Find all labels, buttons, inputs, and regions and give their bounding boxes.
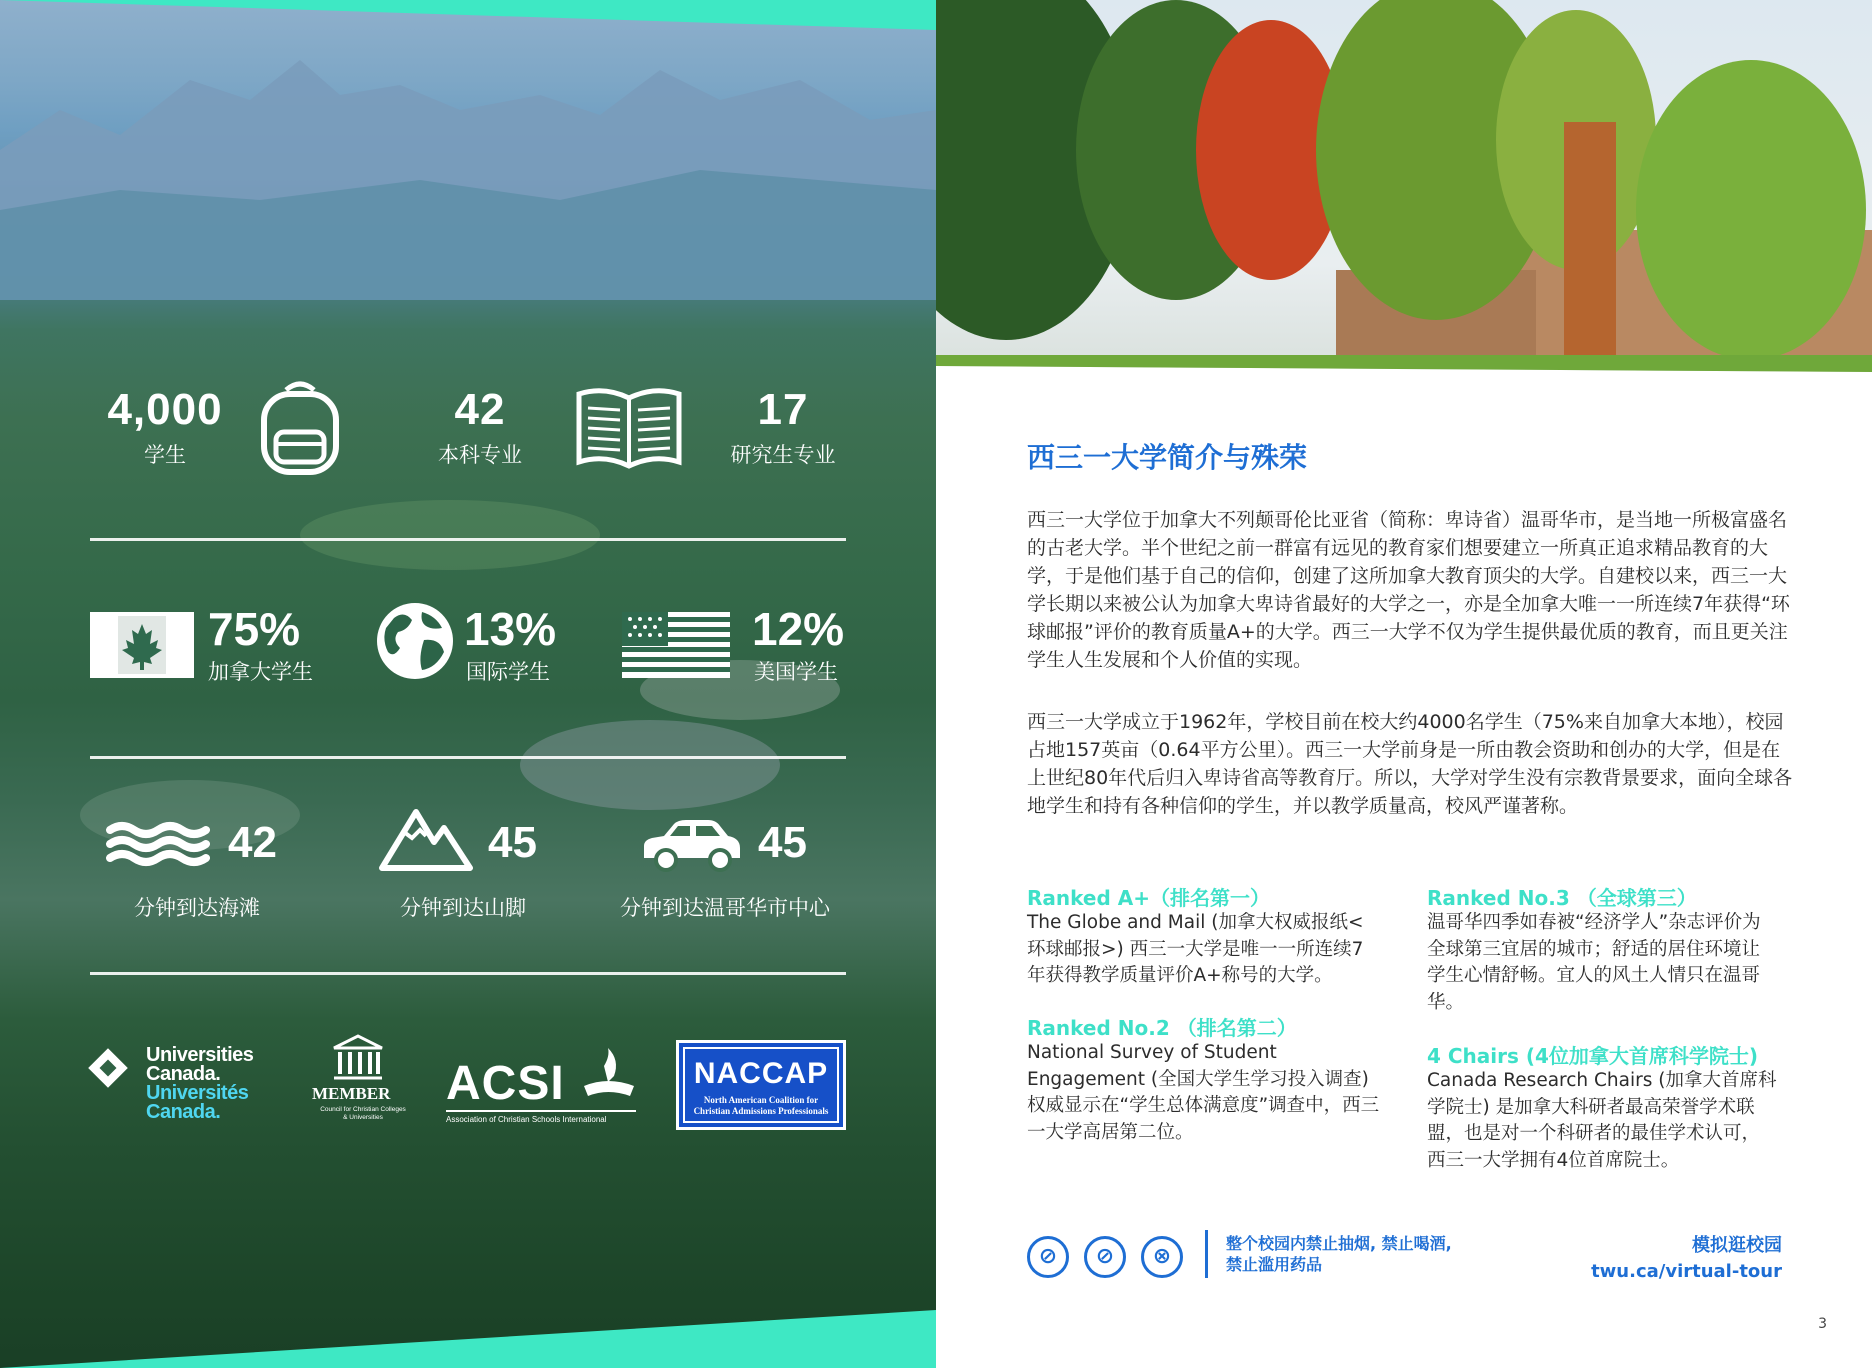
ranking-title-no3: Ranked No.3 （全球第三） — [1427, 886, 1697, 910]
ranking-title-chairs: 4 Chairs (4位加拿大首席科学院士) — [1427, 1044, 1759, 1068]
no-smoking-icon: ⊘ — [1027, 1236, 1069, 1278]
stat-beach-label: 分钟到达海滩 — [134, 896, 260, 920]
divider-line — [90, 756, 846, 759]
right-page — [936, 0, 1872, 1368]
stat-international-label: 国际学生 — [466, 660, 550, 684]
divider-line — [90, 972, 846, 975]
divider-line — [90, 538, 846, 541]
section-heading: 西三一大学简介与殊荣 — [1027, 441, 1308, 474]
tree — [1636, 60, 1866, 360]
no-drugs-icon: ⊗ — [1141, 1236, 1183, 1278]
book-flame-icon — [578, 1046, 640, 1106]
divider-line — [446, 1110, 636, 1112]
ranking-body-a-plus: The Globe and Mail (加拿大权威报纸<环球邮报>) 西三一大学是唯一一所连续7年获得教学质量评价A+称号的大学。 — [1027, 912, 1364, 986]
stat-vancouver-label: 分钟到达温哥华市中心 — [620, 896, 830, 920]
logo-text-line: Canada. — [146, 1063, 221, 1085]
stat-mountain-minutes: 45 — [488, 818, 537, 867]
campus-photo — [936, 0, 1872, 440]
ranking-title-a-plus: Ranked A+（排名第一） — [1027, 886, 1270, 910]
stat-canadian-percent: 75% — [208, 603, 301, 655]
naccap-logo — [676, 1040, 846, 1130]
page-number: 3 — [1818, 1316, 1827, 1332]
mountain-range-illustration — [0, 40, 936, 300]
stat-students — [90, 385, 240, 469]
stat-undergrad-number: 42 — [454, 385, 506, 434]
campus-rules-line: 整个校园内禁止抽烟, 禁止喝酒, — [1226, 1234, 1452, 1253]
stat-grad-label: 研究生专业 — [730, 443, 836, 467]
member-text: MEMBER — [312, 1084, 391, 1103]
ranking-body-no2: National Survey of Student Engagement (全国大学生学习投入调查) 权威显示在“学生总体满意度”调查中，西三一大学高居第二位。 — [1027, 1042, 1380, 1143]
naccap-subtext: North American Coalition for Christian Admissions Professionals — [693, 1095, 829, 1116]
naccap-text: NACCAP — [693, 1057, 829, 1090]
logo-text-line: Universités — [146, 1082, 249, 1104]
stat-undergrad-programs — [420, 385, 540, 469]
ranking-body-chairs: Canada Research Chairs (加拿大首席科学院士) 是加拿大科研者最高荣誉学术联盟，也是对一个科研者的最佳学术认可，西三一大学拥有4位首席院士。 — [1427, 1070, 1777, 1171]
footer-divider — [1205, 1230, 1208, 1278]
canada-flag-icon — [90, 612, 194, 678]
logo-text-line: Universities — [146, 1044, 254, 1066]
car-icon — [640, 818, 744, 874]
acsi-text: ACSI — [446, 1057, 565, 1110]
usa-flag-icon — [622, 612, 730, 678]
stat-canadian-label: 加拿大学生 — [208, 660, 313, 684]
stat-students-label: 学生 — [144, 443, 186, 467]
virtual-tour-url[interactable]: twu.ca/virtual-tour — [1591, 1261, 1782, 1282]
columns-building-icon — [330, 1034, 386, 1082]
backpack-icon — [258, 380, 342, 476]
intro-paragraph-1: 西三一大学位于加拿大不列颠哥伦比亚省（简称：卑诗省）温哥华市，是当地一所极富盛名的古老大学。半个世纪之前一群富有远见的教育家们想要建立一所真正追求精品教育的大学，于是他们基于自己的信仰，创建了这所加拿大教育顶尖的大学。自建校以来，西三一大学长期以来被公认为加拿大卑诗省最好的大学之一，亦是全加拿大唯一一所连续7年获得“环球邮报”评价的教育质量A+的大学。西三一大学不仅为学生提供最优质的教育，而且更关注学生人生发展和个人价值的实现。 — [1027, 509, 1790, 671]
campus-rules-line: 禁止滥用药品 — [1226, 1255, 1323, 1274]
stat-international-percent: 13% — [464, 603, 557, 655]
no-alcohol-icon: ⊘ — [1084, 1236, 1126, 1278]
ranking-body-no3: 温哥华四季如春被“经济学人”杂志评价为全球第三宜居的城市；舒适的居住环境让学生心情舒畅。宜人的风土人情只在温哥华。 — [1427, 912, 1761, 1013]
intro-paragraph-2: 西三一大学成立于1962年，学校目前在校大约4000名学生（75%来自加拿大本地），校园占地157英亩（0.64平方公里）。西三一大学前身是一所由教会资助和创办的大学，但是在上世纪80年代后归入卑诗省高等教育厅。所以，大学对学生没有宗教背景要求，面向全球各地学生和持有各种信仰的学生，并以教学质量高，校风严谨著称。 — [1027, 711, 1793, 817]
stat-vancouver-minutes: 45 — [758, 818, 807, 867]
ranking-title-no2: Ranked No.2 （排名第二） — [1027, 1016, 1297, 1040]
stat-us-label: 美国学生 — [754, 660, 838, 684]
teal-accent-band-bottom — [0, 1288, 936, 1368]
campus-monument — [1564, 122, 1616, 358]
stat-grad-number: 17 — [757, 385, 809, 434]
stat-undergrad-label: 本科专业 — [438, 443, 522, 467]
campus-rules-note — [1226, 1233, 1452, 1275]
logo-text-line: Canada. — [146, 1101, 221, 1123]
stat-students-number: 4,000 — [107, 385, 223, 434]
virtual-tour-label: 模拟逛校园 — [1692, 1235, 1782, 1256]
stat-us-percent: 12% — [752, 603, 845, 655]
globe-icon — [374, 600, 456, 682]
member-subtext: Council for Christian Colleges & Universities — [320, 1106, 406, 1121]
waves-icon — [104, 820, 212, 868]
photo-lawn — [936, 355, 1872, 435]
diamond-icon — [88, 1048, 128, 1088]
mountain-icon — [378, 806, 474, 872]
open-book-icon — [574, 386, 684, 470]
stat-grad-programs — [718, 385, 848, 469]
virtual-tour-link[interactable] — [1591, 1233, 1782, 1285]
acsi-subtext: Association of Christian Schools International — [446, 1115, 607, 1124]
stat-mountain-label: 分钟到达山脚 — [400, 896, 526, 920]
stat-beach-minutes: 42 — [228, 818, 277, 867]
